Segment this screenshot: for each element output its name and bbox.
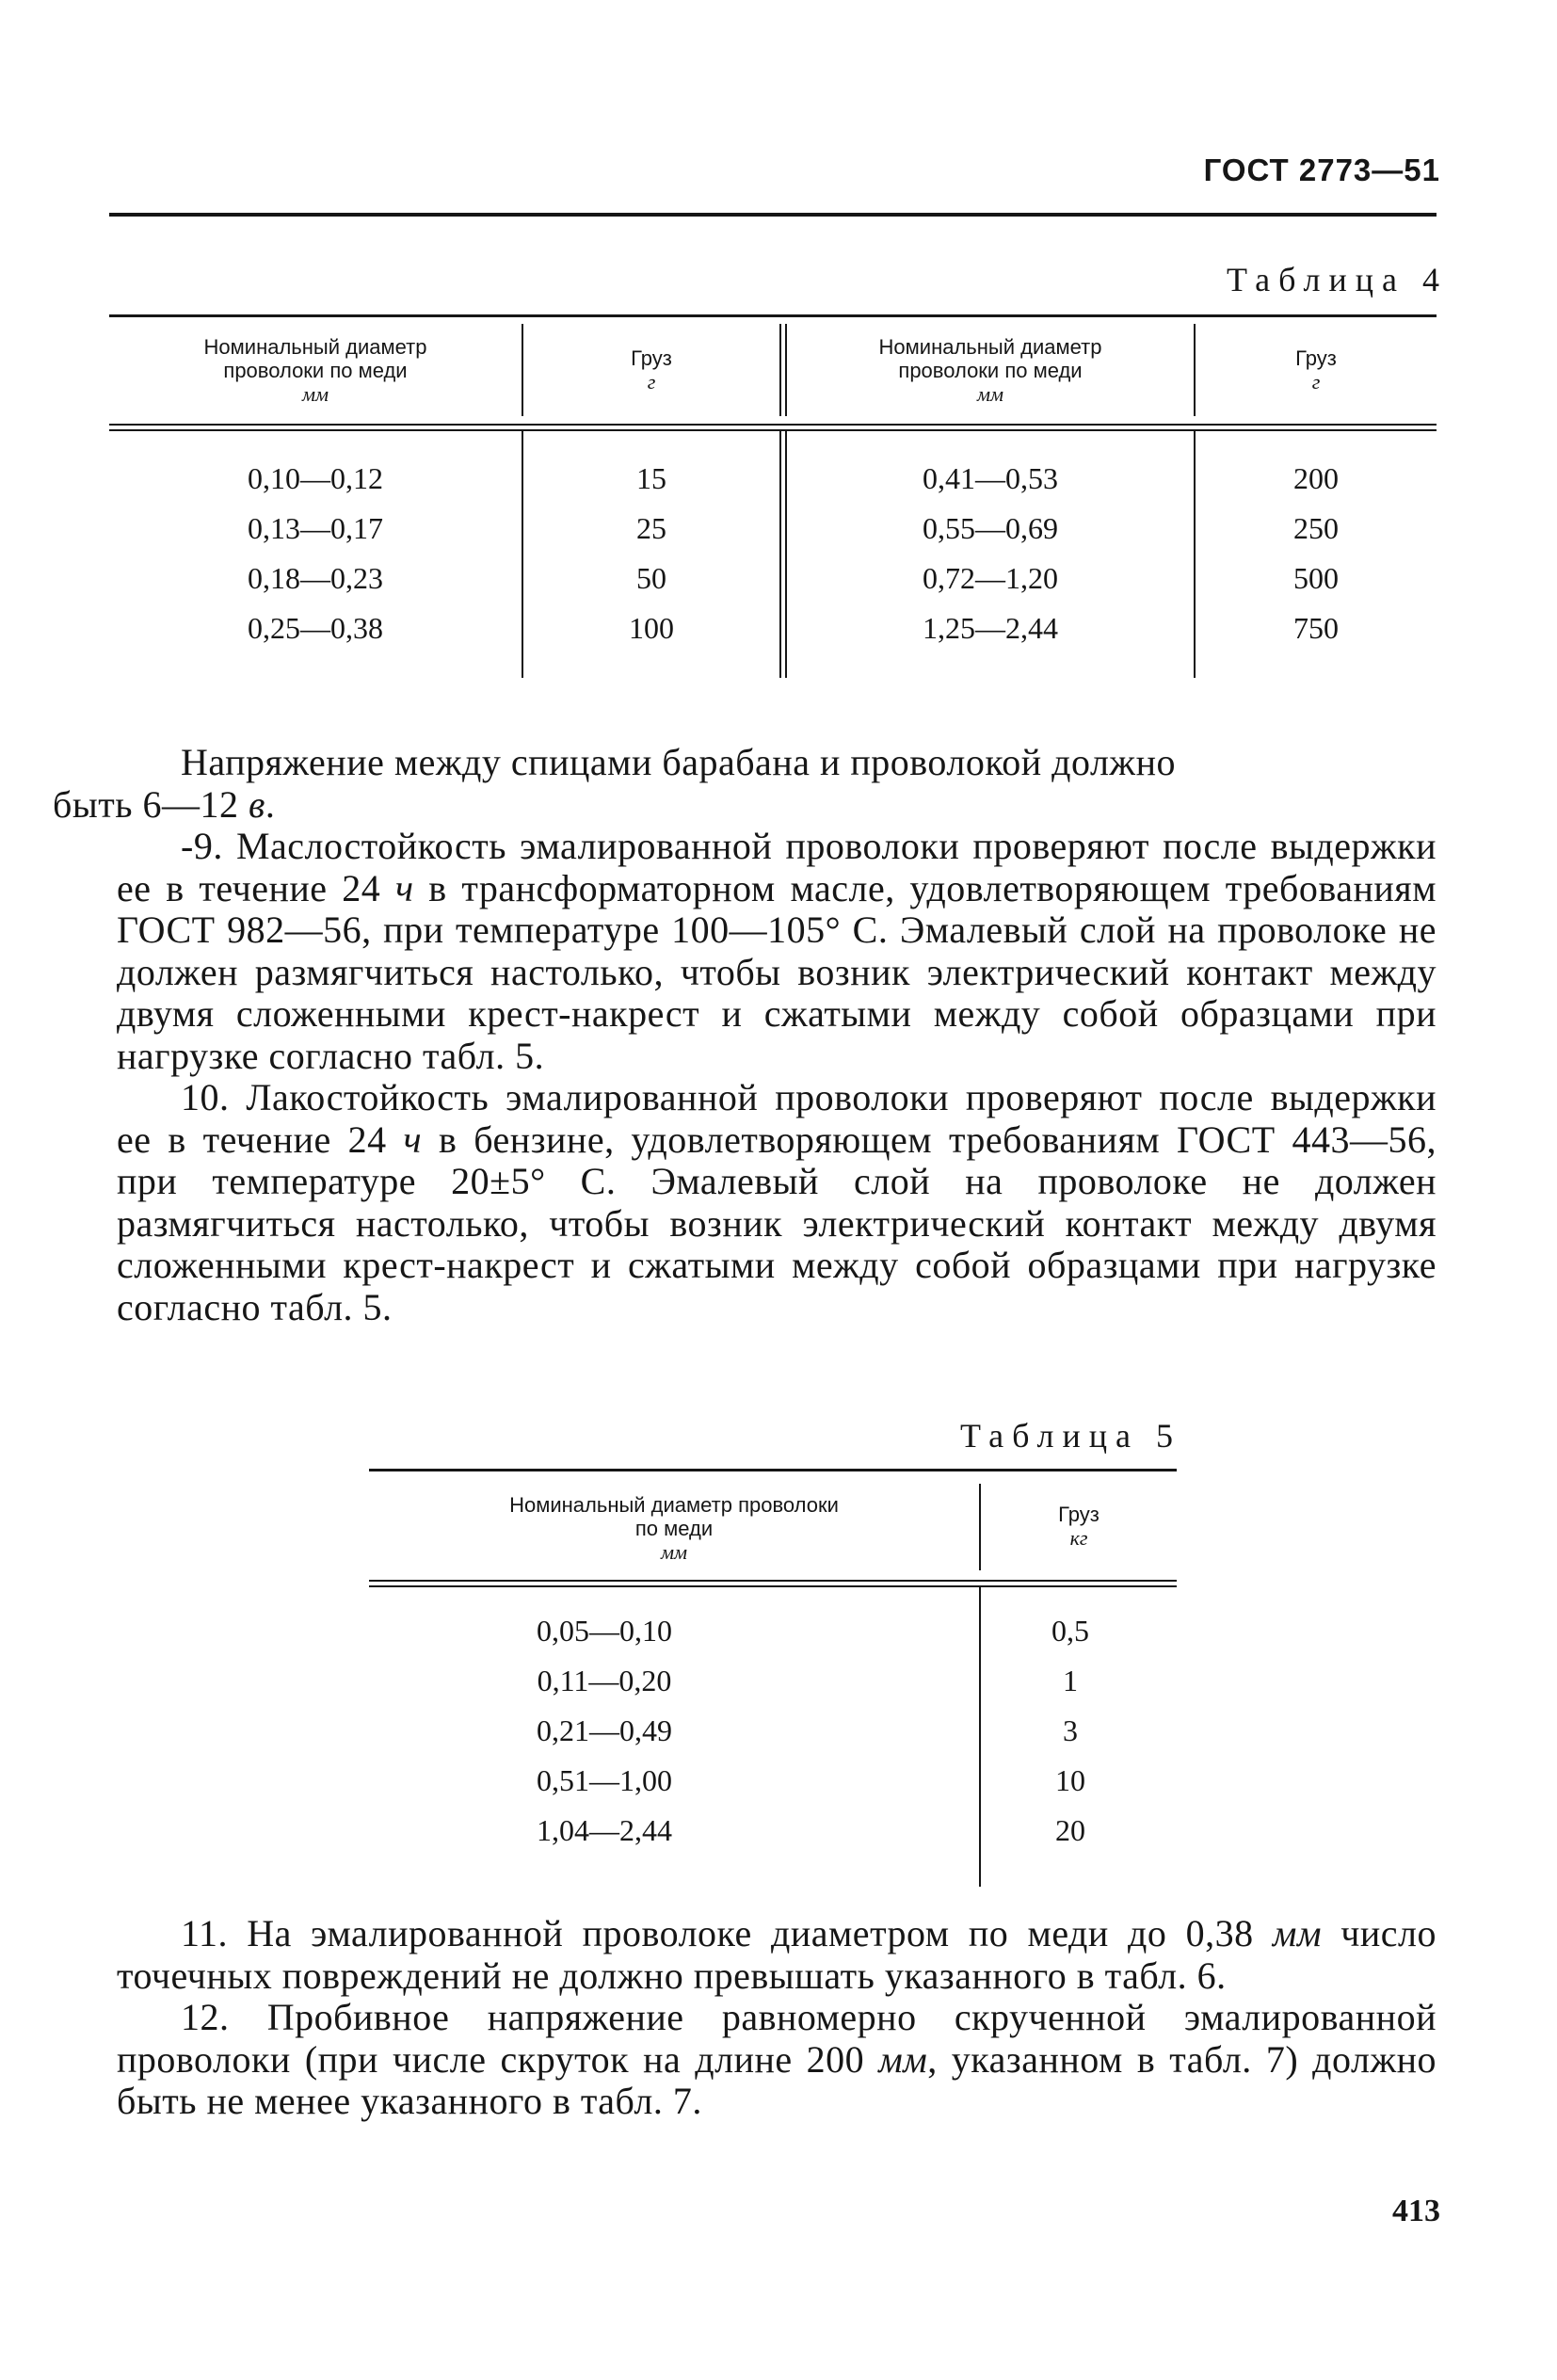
table4-cell: 0,55—0,69 — [923, 511, 1058, 545]
table4-cell: 0,41—0,53 — [923, 461, 1058, 495]
table5-cell: 0,21—0,49 — [537, 1713, 672, 1747]
table4-cell: 25 — [636, 511, 666, 545]
document-code: ГОСТ 2773—51 — [1203, 153, 1440, 187]
table5-cell: 0,11—0,20 — [537, 1664, 672, 1697]
table5-cell: 20 — [1055, 1813, 1085, 1847]
table4-caption: Таблица 4 — [1227, 261, 1448, 298]
table4-head-diameter-right: Номинальный диаметр проволоки по меди мм — [878, 335, 1102, 406]
table5-cell: 1 — [1063, 1664, 1078, 1697]
table5-cell: 0,51—1,00 — [537, 1763, 672, 1797]
table4-cell: 100 — [629, 611, 674, 645]
table4-col-diameter-left — [109, 454, 522, 653]
table4 — [109, 314, 1437, 680]
table5-cell: 10 — [1055, 1763, 1085, 1797]
page-number: 413 — [1392, 2194, 1440, 2228]
table4-cell: 50 — [636, 561, 666, 595]
table5-cell: 1,04—2,44 — [537, 1813, 672, 1847]
table4-vline-2a — [779, 324, 781, 416]
table5-caption: Таблица 5 — [960, 1417, 1181, 1455]
table4-vline-2c — [779, 431, 781, 678]
table5-col-load — [981, 1606, 1160, 1856]
table5-header-rule-1 — [369, 1580, 1177, 1582]
table5-head-diameter: Номинальный диаметр проволоки по меди мм — [509, 1493, 839, 1564]
table4-head-load-left: Груз г — [631, 346, 672, 394]
table5-top-rule — [369, 1469, 1177, 1471]
table4-col-load-left — [523, 454, 779, 653]
table5-cell: 0,05—0,10 — [537, 1614, 672, 1648]
table5-cell: 3 — [1063, 1713, 1078, 1747]
table4-cell: 1,25—2,44 — [923, 611, 1058, 645]
header-rule — [109, 213, 1437, 217]
table4-cell: 250 — [1293, 511, 1339, 545]
table4-col-diameter-right — [787, 454, 1194, 653]
table4-cell: 0,10—0,12 — [248, 461, 383, 495]
table5-col-diameter — [369, 1606, 840, 1856]
table4-cell: 0,72—1,20 — [923, 561, 1058, 595]
table5-cell: 0,5 — [1051, 1614, 1089, 1648]
table4-header-rule-1 — [109, 424, 1437, 426]
text-block-2 — [117, 1913, 1437, 2123]
paragraph-11: 11. На эмалированной проволоке диаметром по меди до 0,38 мм число точечных повреждений не должно превышать указанного в табл. 6. — [117, 1912, 1437, 1997]
table5-header-rule-2 — [369, 1585, 1177, 1587]
table5 — [369, 1469, 1177, 1889]
table4-cell: 0,18—0,23 — [248, 561, 383, 595]
table4-cell: 750 — [1293, 611, 1339, 645]
table4-cell: 500 — [1293, 561, 1339, 595]
table4-top-rule — [109, 314, 1437, 317]
paragraph-voltage: Напряжение между спицами барабана и проволокой должно быть 6—12 в. — [53, 741, 1176, 826]
text-block-1 — [53, 741, 1437, 1328]
table4-cell: 200 — [1293, 461, 1339, 495]
table4-cell: 15 — [636, 461, 666, 495]
table4-cell: 0,13—0,17 — [248, 511, 383, 545]
table5-head-load: Груз кг — [1058, 1503, 1100, 1550]
table4-head-load-right: Груз г — [1295, 346, 1337, 394]
paragraph-9: -9. Маслостойкость эмалированной проволоки проверяют после выдержки ее в течение 24 ч в трансформаторном масле, удовлетворяющем требованиям ГОСТ 982—56, при температуре 100—105° С. Эмалевый слой на проволоке не должен размягчиться настолько, чтобы возник электрический контакт между двумя сложенными крест-накрест и сжатыми между собой образцами при нагрузке согласно табл. 5. — [117, 825, 1437, 1077]
table4-col-load-right — [1196, 454, 1437, 653]
paragraph-10: 10. Лакостойкость эмалированной проволоки проверяют после выдержки ее в течение 24 ч в бензине, удовлетворяющем требованиям ГОСТ 443—56, при температуре 20±5° С. Эмалевый слой на проволоке не должен размягчиться настолько, чтобы возник электрический контакт между двумя сложенными крест-накрест и сжатыми между собой образцами при нагрузке согласно табл. 5. — [117, 1076, 1437, 1328]
paragraph-12: 12. Пробивное напряжение равномерно скрученной эмалированной проволоки (при числе скруток на длине 200 мм, указанном в табл. 7) должно быть не менее указанного в табл. 7. — [117, 1996, 1437, 2122]
table4-head-diameter-left: Номинальный диаметр проволоки по меди мм — [203, 335, 427, 406]
table4-header-rule-2 — [109, 429, 1437, 431]
table4-cell: 0,25—0,38 — [248, 611, 383, 645]
